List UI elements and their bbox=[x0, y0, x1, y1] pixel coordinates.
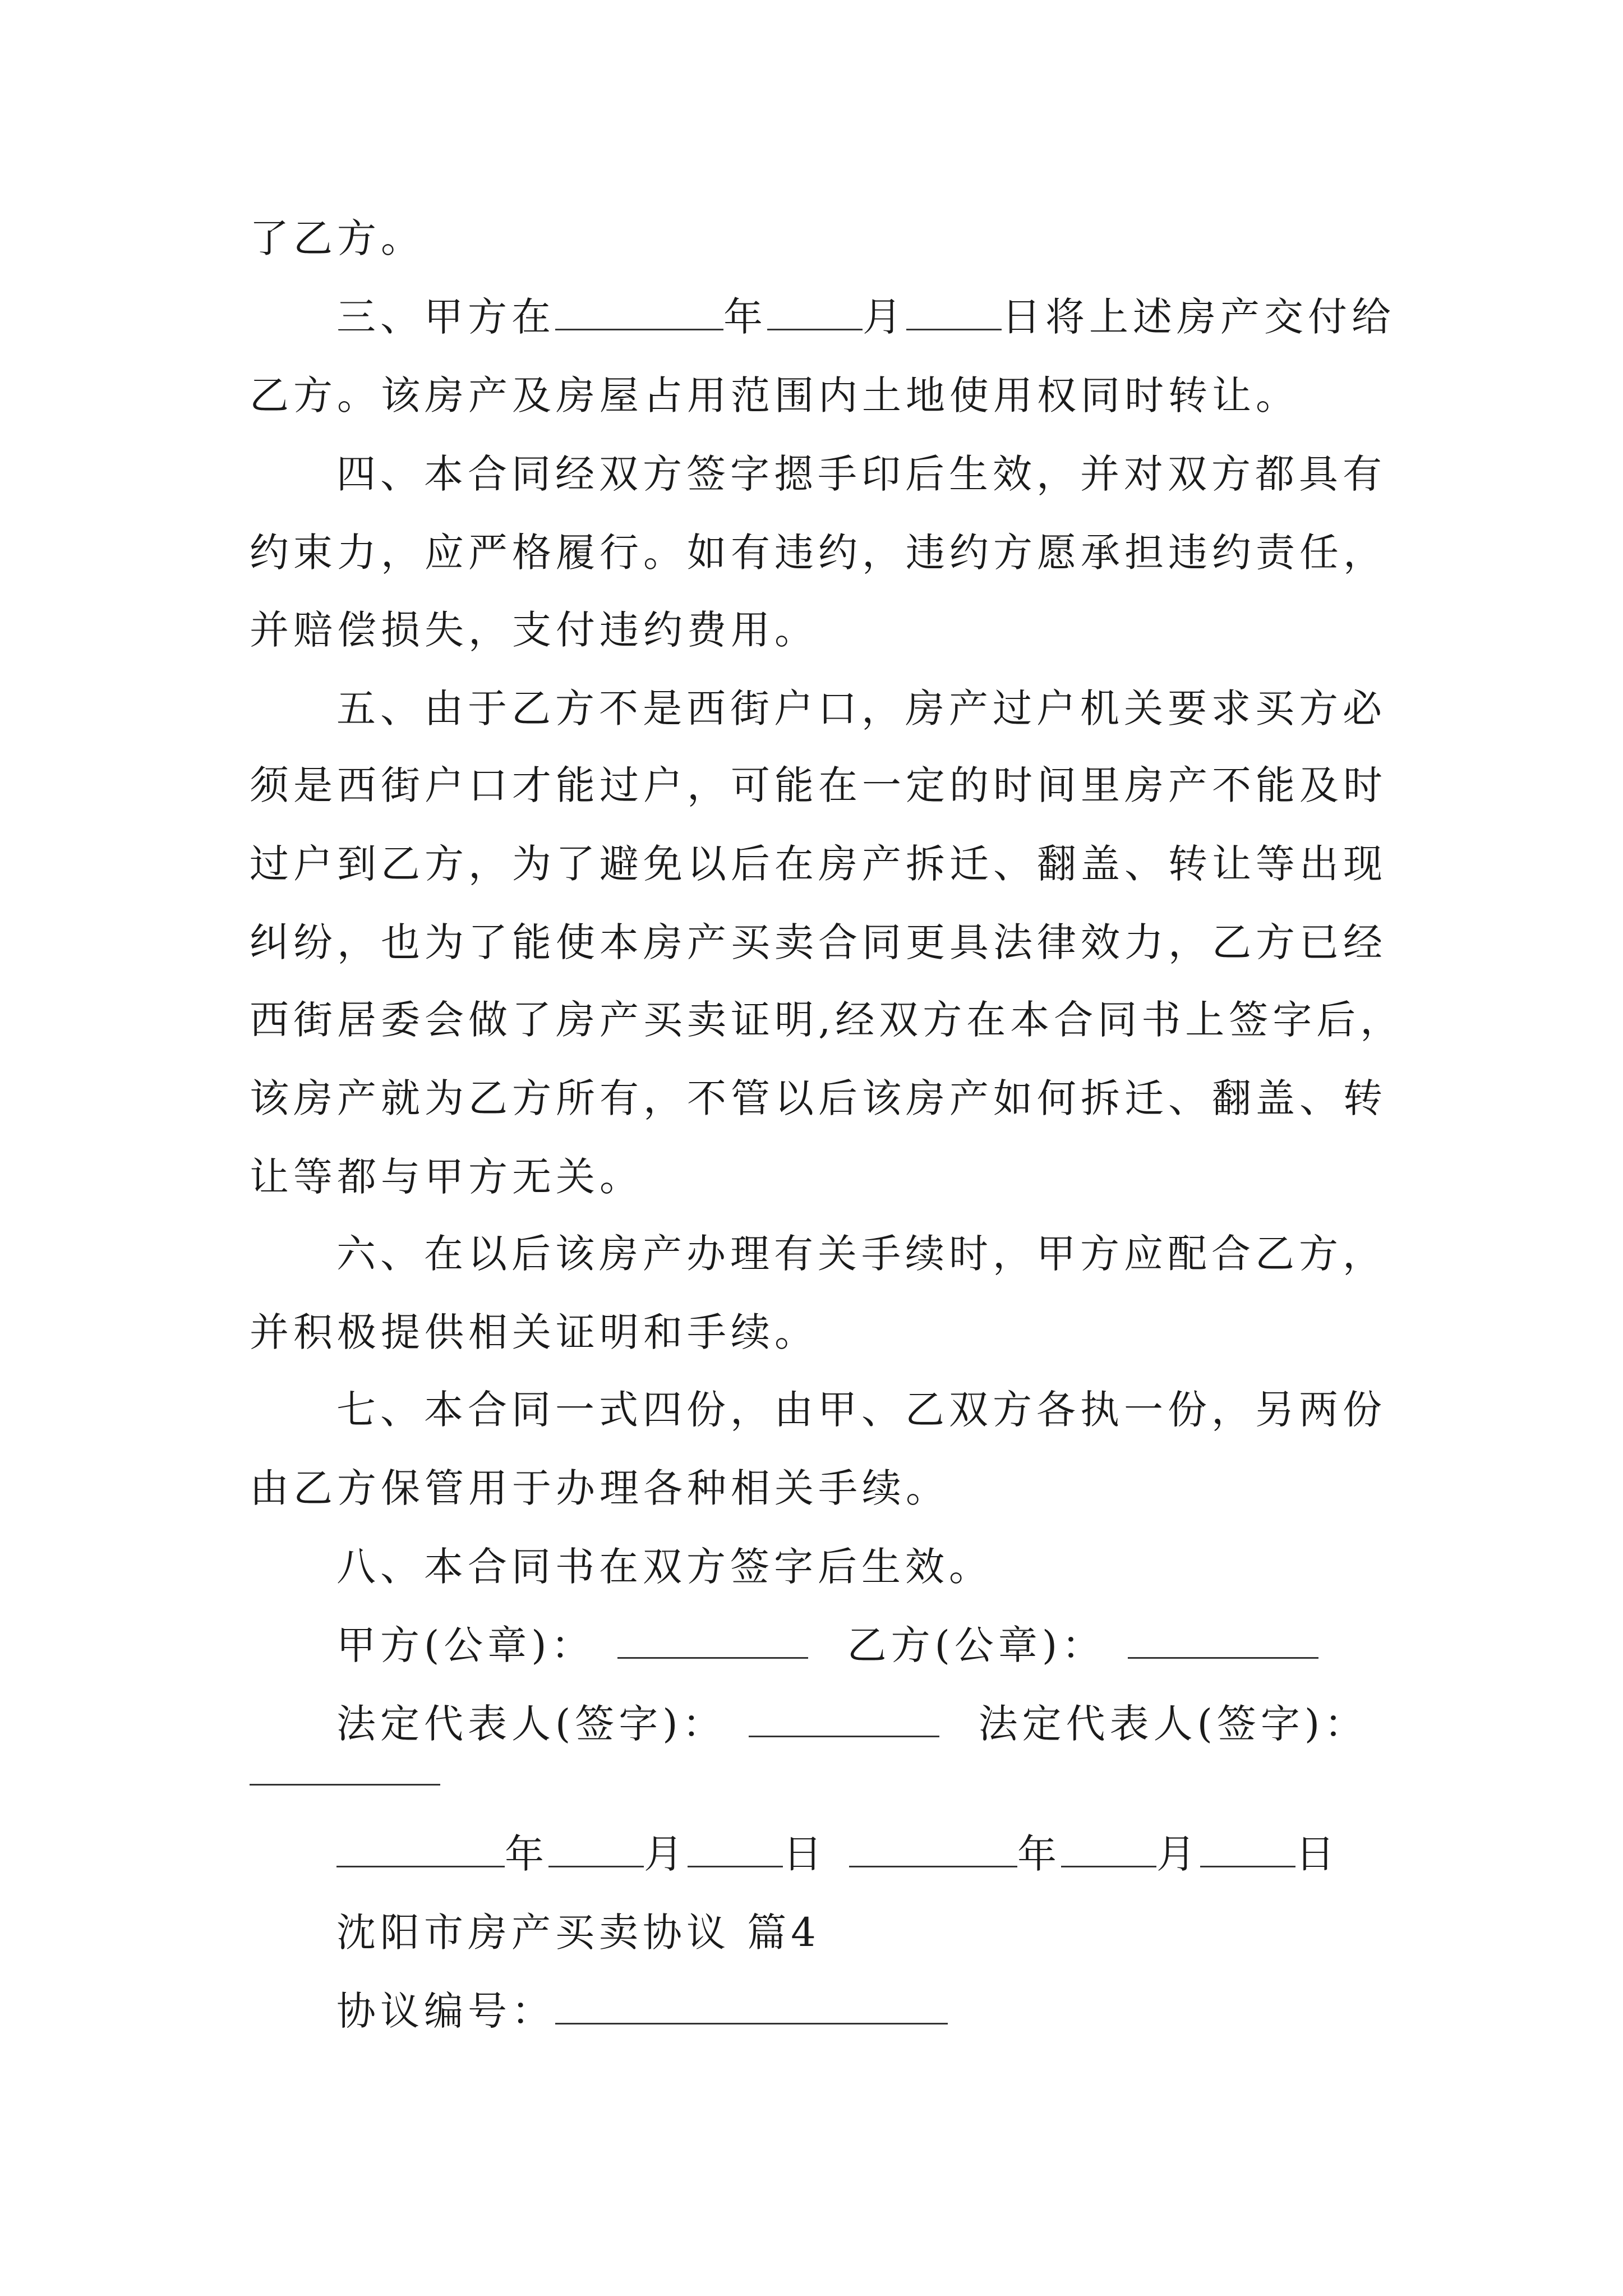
text-span: 西街居委会做了房产买卖证明,经双方在本合同书上签字后， bbox=[250, 997, 1404, 1043]
date-line bbox=[336, 1829, 1339, 1879]
text-span: 年 bbox=[1017, 1831, 1061, 1877]
text-span: 日 bbox=[1295, 1831, 1339, 1877]
day-blank bbox=[906, 294, 1002, 330]
paragraph-line bbox=[250, 1152, 643, 1202]
paragraph-line bbox=[336, 1228, 1386, 1279]
paragraph-line bbox=[250, 1307, 818, 1358]
text-span: 让等都与甲方无关。 bbox=[250, 1154, 643, 1200]
text-span: 八、本合同书在双方签字后生效。 bbox=[336, 1544, 993, 1590]
paragraph-line bbox=[336, 1384, 1386, 1435]
paragraph-line bbox=[250, 1463, 949, 1513]
paragraph-line bbox=[336, 449, 1386, 499]
text-span: 须是西街户口才能过户，可能在一定的时间里房产不能及时 bbox=[250, 762, 1387, 808]
text-span: 日 bbox=[783, 1831, 827, 1877]
text-span: 并积极提供相关证明和手续。 bbox=[250, 1309, 818, 1355]
text-span: 五、由于乙方不是西街户口，房产过户机关要求买方必 bbox=[336, 685, 1386, 731]
paragraph-line bbox=[250, 839, 1387, 889]
date-a-year-blank bbox=[336, 1831, 505, 1867]
text-span: 纠纷，也为了能使本房产买卖合同更具法律效力，乙方已经 bbox=[250, 919, 1387, 965]
text-span: 了乙方。 bbox=[250, 215, 425, 261]
party-a-seal-blank bbox=[617, 1622, 808, 1659]
paragraph-line bbox=[250, 213, 425, 264]
delivery-clause-line bbox=[336, 292, 1395, 342]
rep-a-label: 法定代表人(签字)： bbox=[336, 1701, 726, 1747]
date-a-month-blank bbox=[548, 1831, 644, 1867]
month-blank bbox=[767, 294, 863, 330]
section-heading bbox=[336, 1907, 820, 1958]
agreement-number-blank bbox=[555, 1988, 948, 2024]
paragraph-line bbox=[336, 683, 1386, 734]
party-b-seal-label: 乙方(公章)： bbox=[847, 1622, 1106, 1668]
text-span: 七、本合同一式四份，由甲、乙双方各执一份，另两份 bbox=[336, 1387, 1386, 1433]
date-b-month-blank bbox=[1061, 1831, 1156, 1867]
representative-line bbox=[336, 1699, 1368, 1749]
paragraph-line bbox=[250, 527, 1387, 578]
paragraph-line bbox=[250, 995, 1404, 1045]
paragraph-line bbox=[250, 917, 1387, 968]
text-span: 约束力，应严格履行。如有违约，违约方愿承担违约责任， bbox=[250, 530, 1387, 576]
text-span: 该房产就为乙方所有，不管以后该房产如何拆迁、翻盖、转 bbox=[250, 1075, 1387, 1121]
date-b-year-blank bbox=[849, 1831, 1017, 1867]
rep-a-blank bbox=[749, 1701, 939, 1737]
paragraph-line bbox=[250, 370, 1299, 421]
text-span: 年 bbox=[723, 294, 767, 340]
rep-b-label: 法定代表人(签字)： bbox=[978, 1701, 1368, 1747]
paragraph-line bbox=[250, 605, 818, 655]
paragraph-line bbox=[250, 1073, 1387, 1124]
text-span: 六、在以后该房产办理有关手续时，甲方应配合乙方， bbox=[336, 1231, 1386, 1277]
text-span: 月 bbox=[863, 294, 906, 340]
text-span: 由乙方保管用于办理各种相关手续。 bbox=[250, 1465, 949, 1511]
party-a-seal-label: 甲方(公章)： bbox=[336, 1622, 595, 1668]
text-span: 四、本合同经双方签字摁手印后生效，并对双方都具有 bbox=[336, 451, 1386, 497]
heading-text: 沈阳市房产买卖协议 篇4 bbox=[336, 1910, 820, 1955]
rep-b-blank bbox=[250, 1784, 440, 1786]
agreement-number-line bbox=[336, 1986, 948, 2036]
text-span: 乙方。该房产及房屋占用范围内土地使用权同时转让。 bbox=[250, 372, 1299, 418]
date-b-day-blank bbox=[1200, 1831, 1295, 1867]
text-span: 并赔偿损失，支付违约费用。 bbox=[250, 607, 818, 653]
year-blank bbox=[555, 294, 723, 330]
text-span: 过户到乙方，为了避免以后在房产拆迁、翻盖、转让等出现 bbox=[250, 841, 1387, 887]
text-span: 三、甲方在 bbox=[336, 294, 555, 340]
text-span: 月 bbox=[644, 1831, 688, 1877]
date-a-day-blank bbox=[688, 1831, 783, 1867]
agreement-number-label: 协议编号： bbox=[336, 1988, 555, 2034]
paragraph-line bbox=[336, 1542, 993, 1592]
seal-line bbox=[336, 1620, 1318, 1671]
paragraph-line bbox=[250, 760, 1387, 811]
text-span: 年 bbox=[505, 1831, 548, 1877]
party-b-seal-blank bbox=[1128, 1622, 1318, 1659]
text-span: 月 bbox=[1156, 1831, 1200, 1877]
text-span: 日将上述房产交付给 bbox=[1002, 294, 1395, 340]
